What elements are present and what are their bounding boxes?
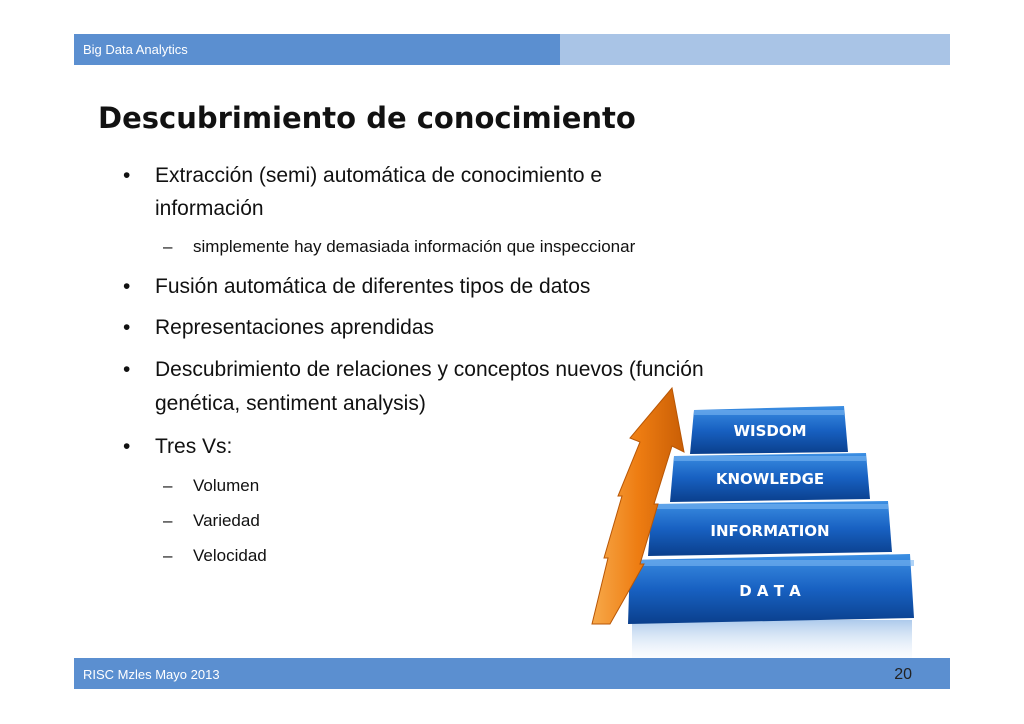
bullet-marker: • [123, 358, 131, 381]
footer-text: RISC Mzles Mayo 2013 [83, 667, 220, 682]
sub-bullet-item [163, 235, 636, 259]
bullet-marker: • [123, 275, 131, 298]
tier-label-data: D A T A [739, 582, 801, 600]
sub-bullet-text: Variedad [193, 511, 260, 530]
dash-marker: – [163, 476, 173, 495]
bullet-continuation: genética, sentiment analysis) [155, 392, 426, 415]
header-title: Big Data Analytics [83, 42, 188, 57]
bullet-item [123, 312, 435, 344]
dash-marker: – [163, 546, 173, 565]
bullet-text: Fusión automática de diferentes tipos de datos [155, 275, 591, 298]
bullet-text: Tres Vs: [155, 435, 233, 458]
bullet-marker: • [123, 435, 131, 458]
sub-bullet-item [163, 544, 267, 568]
header-bar-light [560, 34, 950, 65]
sub-bullet-item [163, 509, 260, 533]
header-bar [74, 34, 950, 65]
sub-bullet-text: Velocidad [193, 546, 267, 565]
bullet-text: Representaciones aprendidas [155, 316, 435, 339]
footer-bar [74, 658, 950, 689]
page-number: 20 [894, 666, 912, 683]
bullet-text: Extracción (semi) automática de conocimiento e [155, 164, 603, 187]
sub-bullet-text: simplemente hay demasiada información que inspeccionar [193, 237, 636, 256]
bullet-continuation: información [155, 197, 264, 220]
slide-title: Descubrimiento de conocimiento [98, 101, 636, 135]
bullet-item [123, 271, 591, 303]
bullet-item [123, 431, 233, 463]
tier-label-knowledge: KNOWLEDGE [715, 470, 825, 488]
sub-bullet-text: Volumen [193, 476, 260, 495]
bullet-item [123, 160, 603, 192]
sub-bullet-item [163, 474, 260, 498]
dash-marker: – [163, 237, 173, 256]
tier-label-wisdom: WISDOM [733, 422, 807, 440]
bullet-text: Descubrimiento de relaciones y conceptos nuevos (función [155, 358, 704, 381]
bullet-marker: • [123, 316, 131, 339]
knowledge-pyramid-illustration [580, 386, 920, 676]
header-bar-dark [74, 34, 560, 65]
bullet-item [123, 354, 704, 386]
bullet-marker: • [123, 164, 131, 187]
dash-marker: – [163, 511, 173, 530]
tier-label-information: INFORMATION [710, 522, 830, 540]
